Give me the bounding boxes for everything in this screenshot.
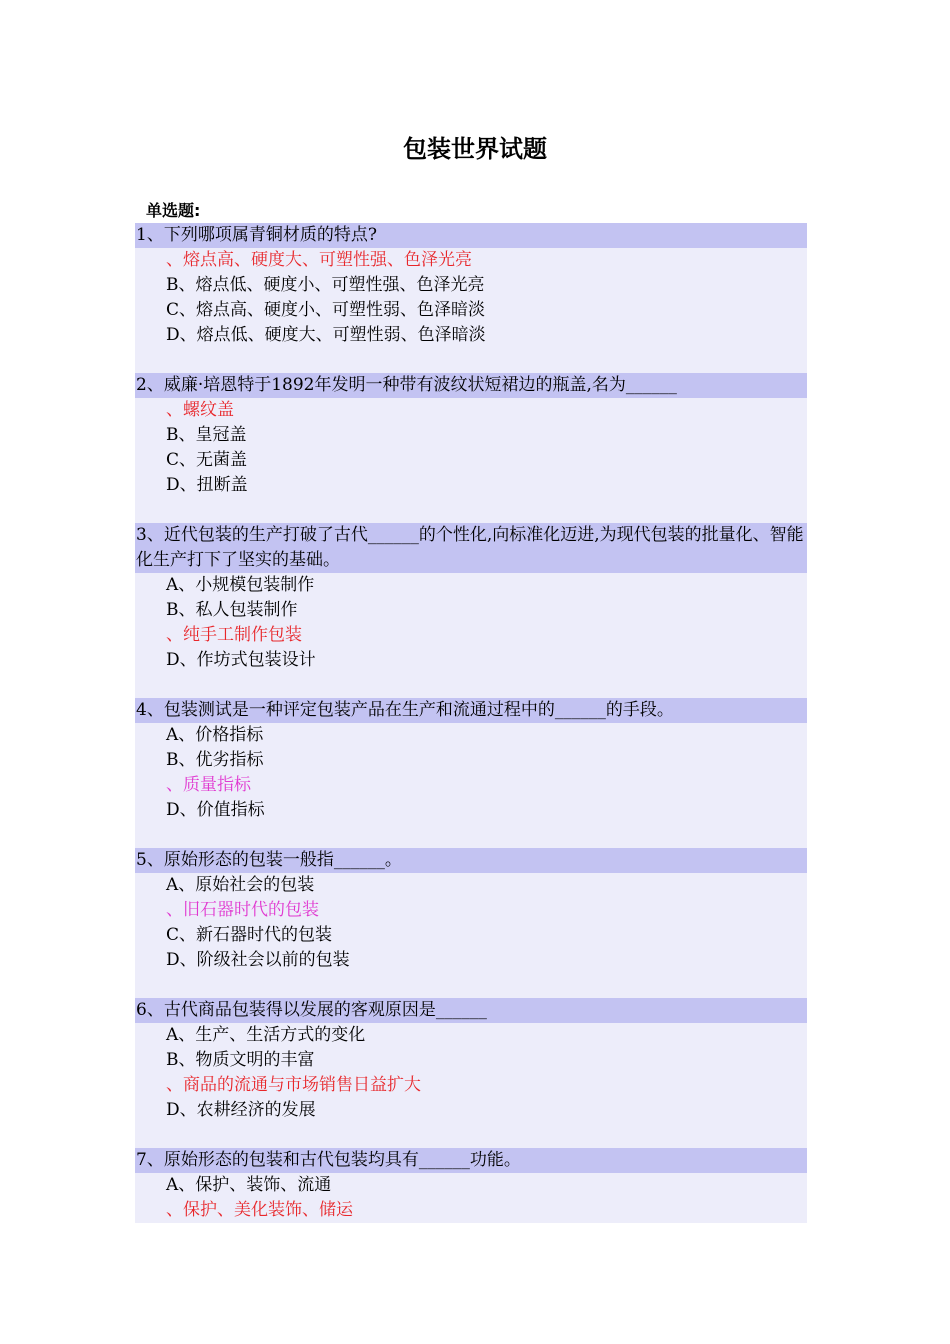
option-c: 、商品的流通与市场销售日益扩大 (166, 1075, 421, 1095)
option-d: D、农耕经济的发展 (166, 1100, 316, 1120)
option-a: A、生产、生活方式的变化 (166, 1025, 366, 1045)
spacer (135, 1123, 807, 1148)
option-b: 、旧石器时代的包装 (166, 900, 319, 920)
spacer (135, 973, 807, 998)
question-list (135, 223, 807, 1223)
option-a: 、熔点高、硬度大、可塑性强、色泽光亮 (166, 250, 472, 270)
section-label: 单选题: (146, 201, 201, 220)
question-text: 7、原始形态的包装和古代包装均具有______功能。 (135, 1148, 807, 1173)
question-text: 3、近代包装的生产打破了古代______的个性化,向标准化迈进,为现代包装的批量化、智能化生产打下了坚实的基础。 (135, 523, 807, 573)
option-c: C、新石器时代的包装 (166, 925, 333, 945)
option-a: A、原始社会的包装 (166, 875, 315, 895)
question-7 (135, 1148, 807, 1223)
question-text: 5、原始形态的包装一般指______。 (135, 848, 807, 873)
question-text: 1、下列哪项属青铜材质的特点? (135, 223, 807, 248)
option-c: C、熔点高、硬度小、可塑性弱、色泽暗淡 (166, 300, 486, 320)
spacer (135, 348, 807, 373)
question-text: 4、包装测试是一种评定包装产品在生产和流通过程中的______的手段。 (135, 698, 807, 723)
question-3 (135, 523, 807, 698)
page-title: 包装世界试题 (403, 135, 547, 163)
option-a: A、小规模包装制作 (166, 575, 315, 595)
option-b: B、私人包装制作 (166, 600, 298, 620)
question-1 (135, 223, 807, 373)
option-b: B、物质文明的丰富 (166, 1050, 315, 1070)
question-4 (135, 698, 807, 848)
option-d: D、熔点低、硬度大、可塑性弱、色泽暗淡 (166, 325, 486, 345)
option-c: 、纯手工制作包装 (166, 625, 302, 645)
option-c: C、无菌盖 (166, 450, 248, 470)
option-a: 、螺纹盖 (166, 400, 234, 420)
option-d: D、阶级社会以前的包装 (166, 950, 350, 970)
option-d: D、作坊式包装设计 (166, 650, 316, 670)
question-text: 6、古代商品包装得以发展的客观原因是______ (135, 998, 807, 1023)
question-6 (135, 998, 807, 1148)
question-text: 2、威廉·培恩特于1892年发明一种带有波纹状短裙边的瓶盖,名为______ (135, 373, 807, 398)
option-b: B、熔点低、硬度小、可塑性强、色泽光亮 (166, 275, 485, 295)
spacer (135, 498, 807, 523)
option-b: B、优劣指标 (166, 750, 264, 770)
option-c: 、质量指标 (166, 775, 251, 795)
option-d: D、价值指标 (166, 800, 265, 820)
spacer (135, 673, 807, 698)
spacer (135, 823, 807, 848)
option-a: A、保护、装饰、流通 (166, 1175, 332, 1195)
question-5 (135, 848, 807, 998)
question-2 (135, 373, 807, 523)
option-b: 、保护、美化装饰、储运 (166, 1200, 353, 1220)
option-d: D、扭断盖 (166, 475, 248, 495)
option-a: A、价格指标 (166, 725, 264, 745)
option-b: B、皇冠盖 (166, 425, 247, 445)
